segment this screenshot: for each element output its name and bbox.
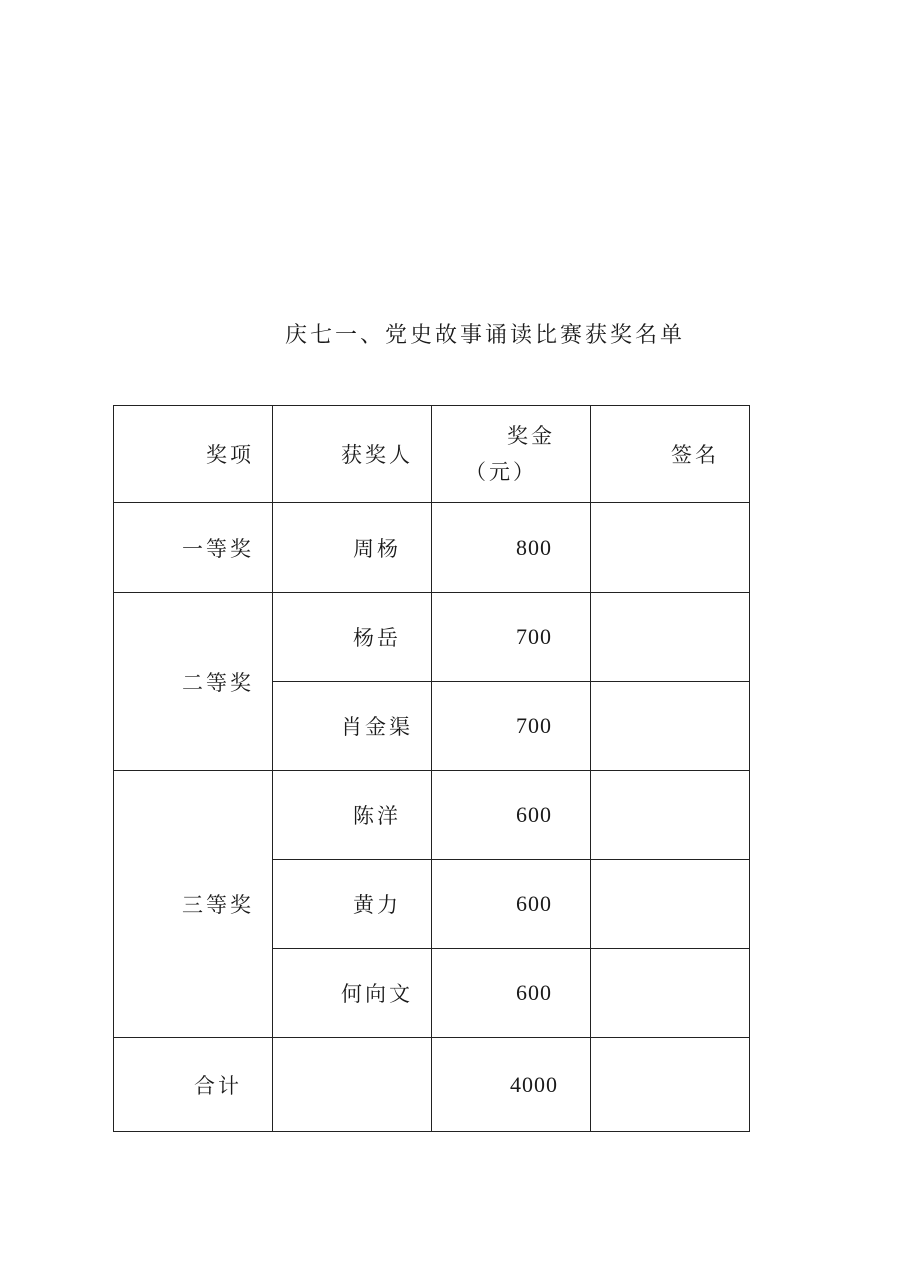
table-total-row — [114, 1038, 750, 1132]
signature-cell — [591, 682, 750, 771]
awards-table — [113, 405, 750, 1132]
amount-cell: 600 — [432, 771, 591, 860]
winner-cell: 黄力 — [273, 860, 432, 949]
table-row — [114, 771, 750, 860]
winner-cell: 陈洋 — [273, 771, 432, 860]
amount-cell: 600 — [432, 860, 591, 949]
signature-cell — [591, 593, 750, 682]
amount-cell: 600 — [432, 949, 591, 1038]
header-amount-line1: 奖金 — [507, 424, 555, 448]
signature-cell — [591, 860, 750, 949]
award-level-cell: 二等奖 — [114, 593, 273, 771]
header-amount — [432, 406, 591, 503]
header-winner: 获奖人 — [273, 406, 432, 503]
total-label-cell: 合计 — [114, 1038, 273, 1132]
signature-cell — [591, 503, 750, 593]
page-title: 庆七一、党史故事诵读比赛获奖名单 — [284, 323, 685, 348]
winner-cell: 周杨 — [273, 503, 432, 593]
header-amount-line2: （元） — [465, 460, 537, 484]
winner-cell: 杨岳 — [273, 593, 432, 682]
winner-cell: 肖金渠 — [273, 682, 432, 771]
amount-cell: 700 — [432, 593, 591, 682]
table-row — [114, 593, 750, 682]
signature-cell — [591, 949, 750, 1038]
table-header-row — [114, 406, 750, 503]
amount-cell: 800 — [432, 503, 591, 593]
award-level-cell: 三等奖 — [114, 771, 273, 1038]
table-row — [114, 503, 750, 593]
total-winner-cell — [273, 1038, 432, 1132]
header-signature: 签名 — [591, 406, 750, 503]
signature-cell — [591, 771, 750, 860]
total-signature-cell — [591, 1038, 750, 1132]
header-award: 奖项 — [114, 406, 273, 503]
total-amount-cell: 4000 — [432, 1038, 591, 1132]
amount-cell: 700 — [432, 682, 591, 771]
award-level-cell: 一等奖 — [114, 503, 273, 593]
winner-cell: 何向文 — [273, 949, 432, 1038]
